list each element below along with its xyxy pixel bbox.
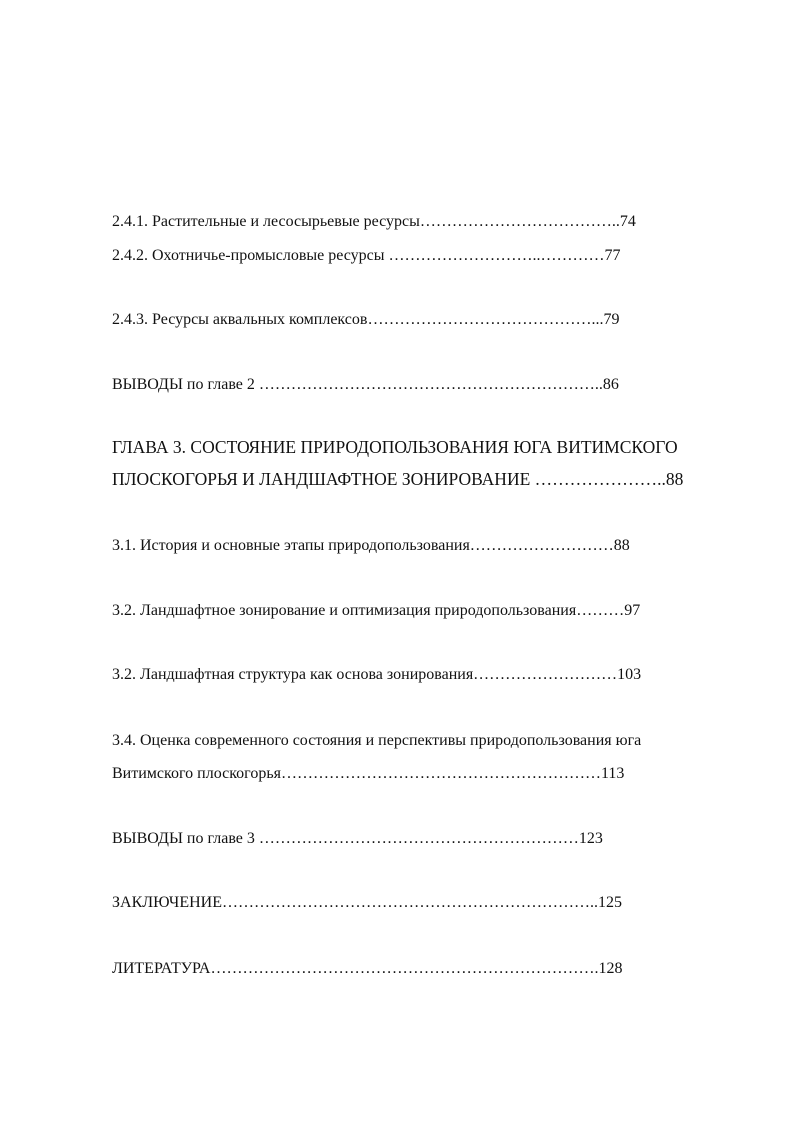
toc-entry-chapter-2-conclusions: ВЫВОДЫ по главе 2 ………………………………………………………..86 <box>112 376 619 393</box>
toc-entry-3-2-structure: 3.2. Ландшафтная структура как основа зонирования………………………103 <box>112 666 642 683</box>
toc-entry-3-1: 3.1. История и основные этапы природопользования………………………88 <box>112 537 630 554</box>
toc-chapter-3-title-line-1: ГЛАВА 3. СОСТОЯНИЕ ПРИРОДОПОЛЬЗОВАНИЯ ЮГА ВИТИМСКОГО <box>112 437 678 457</box>
toc-entry-3-2-zoning: 3.2. Ландшафтное зонирование и оптимизация природопользования………97 <box>112 602 641 619</box>
toc-entry-2-4-3: 2.4.3. Ресурсы аквальных комплексов……………………………………...79 <box>112 311 620 328</box>
toc-entry-2-4-2: 2.4.2. Охотничье-промысловые ресурсы ………………………..…………77 <box>112 247 621 264</box>
toc-entry-conclusion: ЗАКЛЮЧЕНИЕ……………………………………………………………..125 <box>112 894 622 911</box>
toc-entry-3-4-line-2: Витимского плоскогорья……………………………………………………113 <box>112 765 625 782</box>
toc-entry-2-4-1: 2.4.1. Растительные и лесосырьевые ресурсы………………………………..74 <box>112 213 636 230</box>
toc-chapter-3-title-line-2: ПЛОСКОГОРЬЯ И ЛАНДШАФТНОЕ ЗОНИРОВАНИЕ …………………..88 <box>112 469 684 489</box>
toc-entry-literature: ЛИТЕРАТУРА……………………………………………………………….128 <box>112 960 623 977</box>
toc-entry-chapter-3-conclusions: ВЫВОДЫ по главе 3 ……………………………………………………123 <box>112 830 603 847</box>
toc-entry-3-4-line-1: 3.4. Оценка современного состояния и перспективы природопользования юга <box>112 732 642 749</box>
